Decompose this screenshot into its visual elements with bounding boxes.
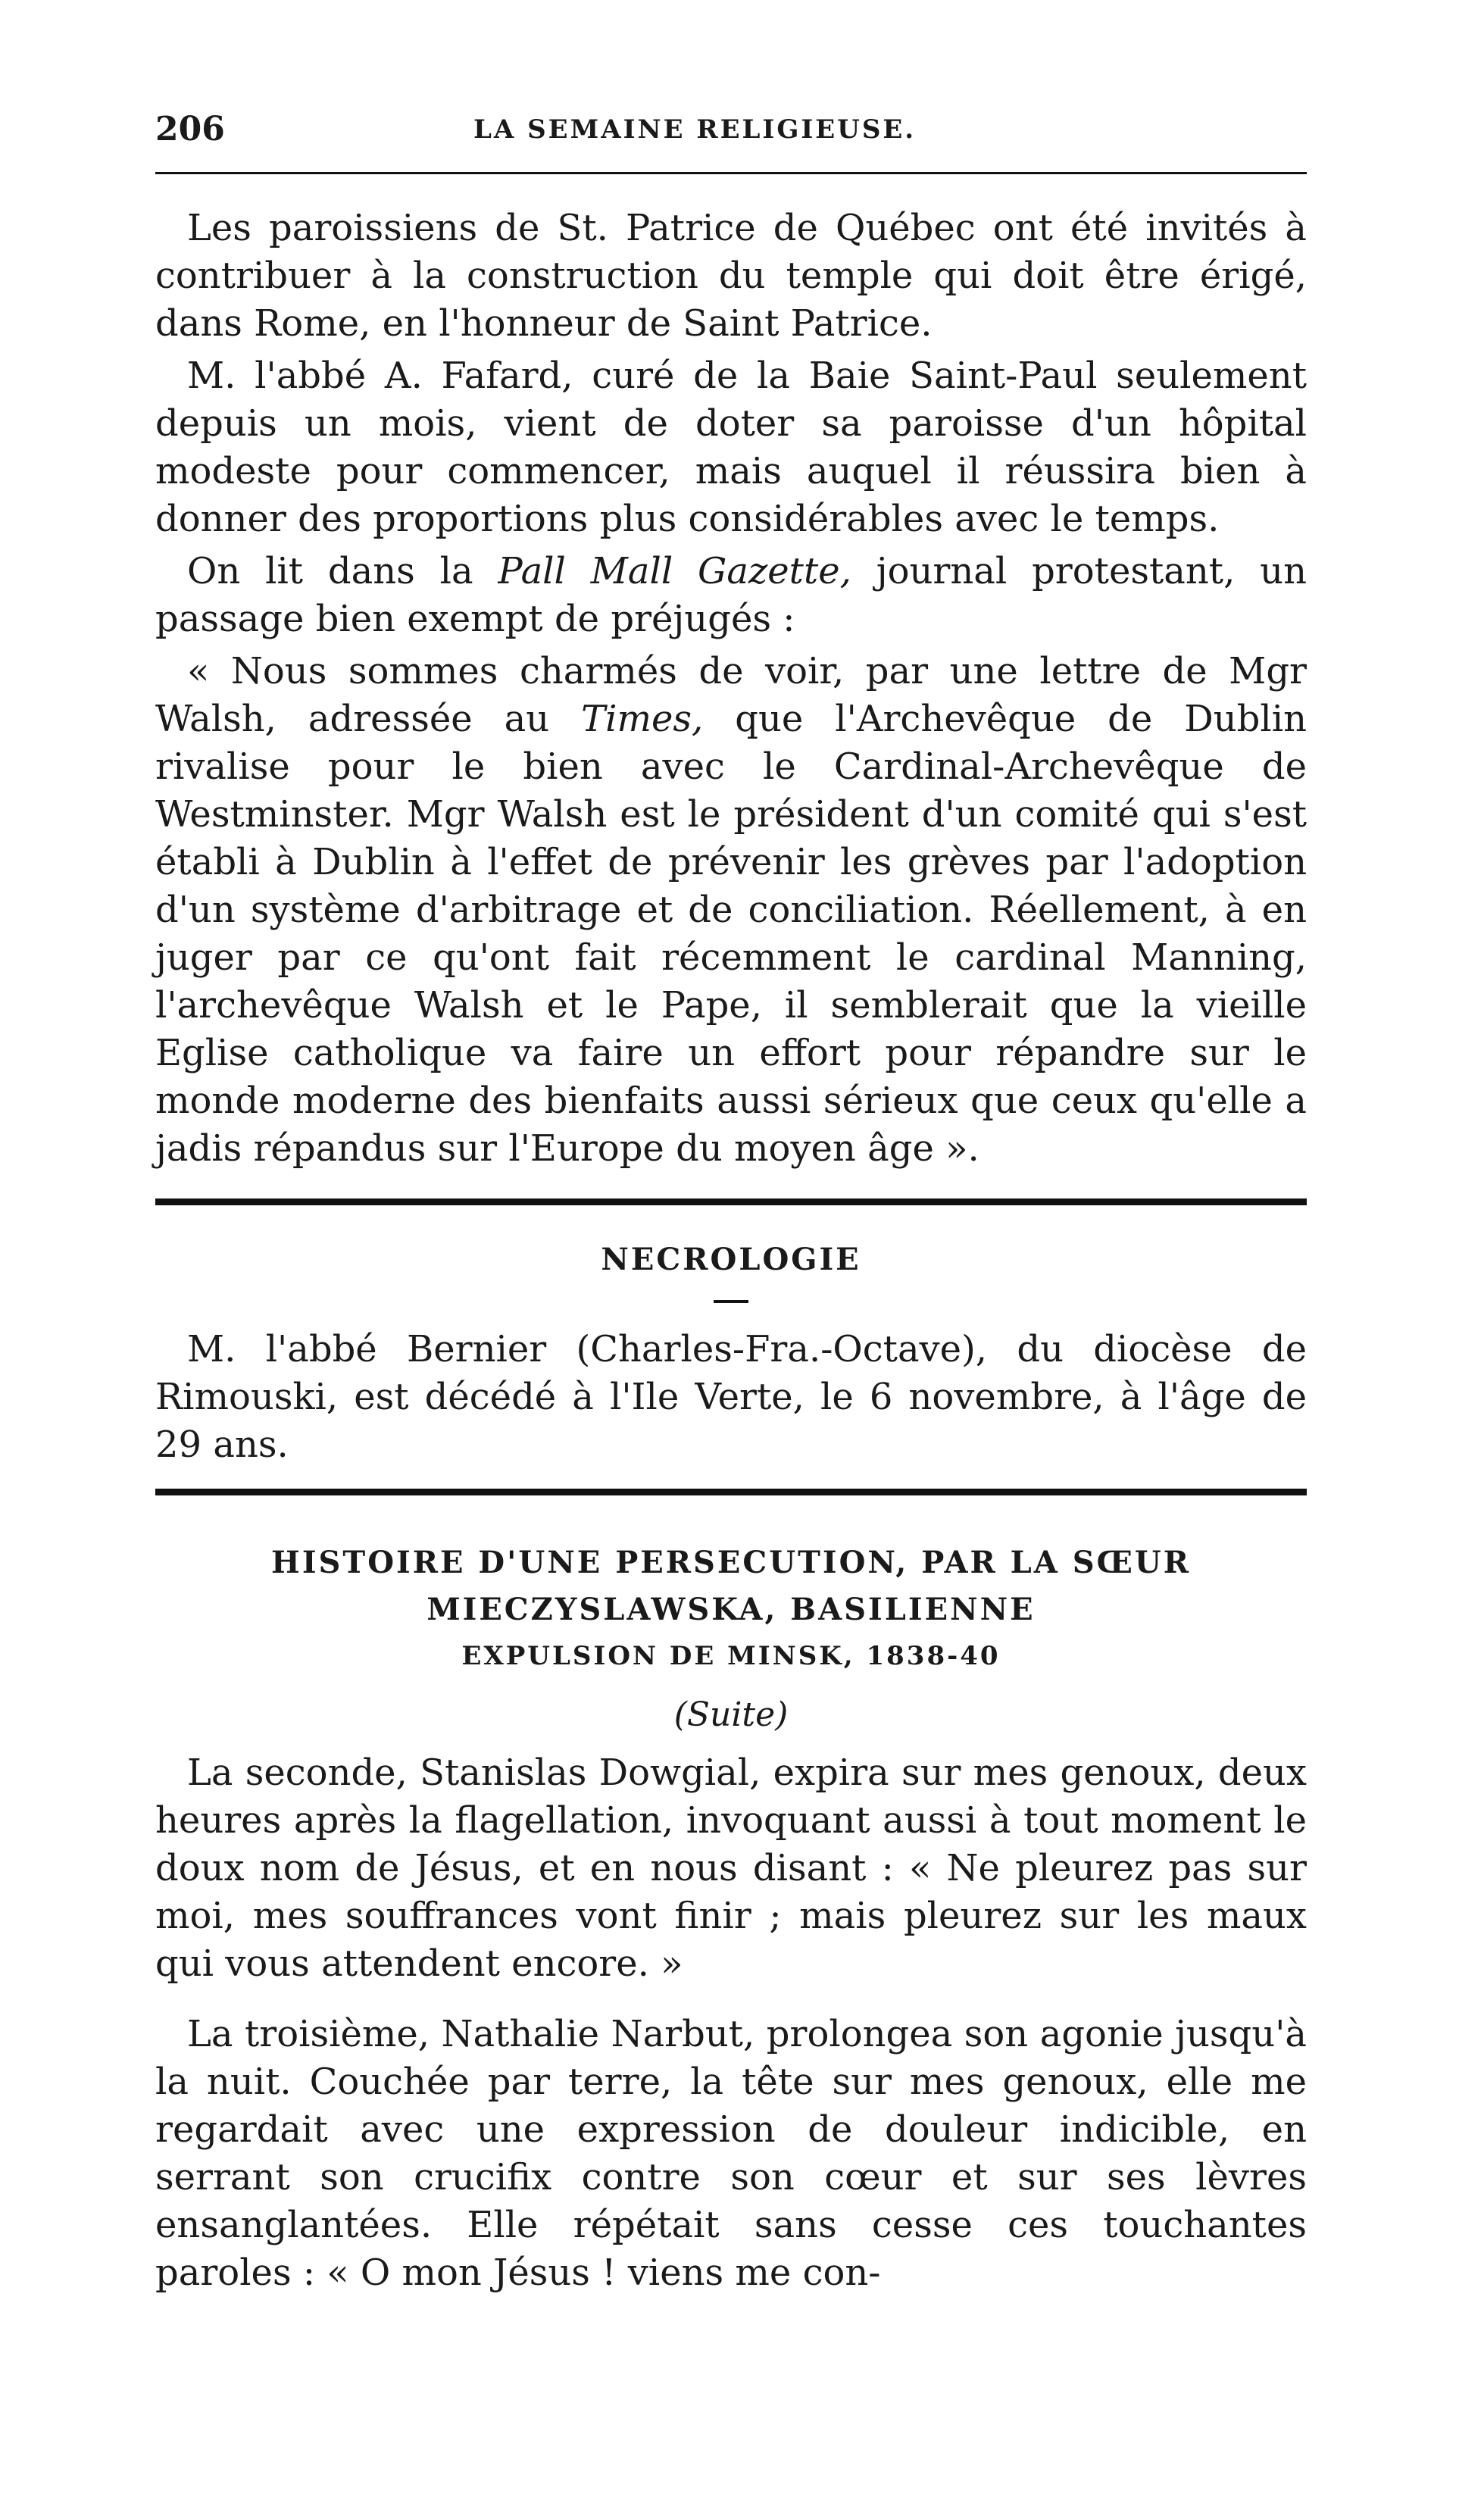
news-section (155, 205, 1307, 1173)
document-page (155, 102, 1307, 2297)
paragraph-nathalie: La troisième, Nathalie Narbut, prolongea son agonie jusqu'à la nuit. Couchée par terre, la tête sur mes genoux, elle me regardait avec une expression de douleur indicible, en serrant son crucifix contre son cœur et sur ses lèvres ensanglantées. Elle répétait sans cesse ces touchantes paroles : « O mon Jésus ! viens me con- (155, 2013, 1307, 2294)
running-title: LA SEMAINE RELIGIEUSE. (473, 114, 917, 145)
necrologie-text: M. l'abbé Bernier (Charles-Fra.-Octave), du diocèse de Rimouski, est décédé à l'Ile Verte, le 6 novembre, à l'âge de 29 ans. (155, 1328, 1307, 1466)
newspaper-title: Pall Mall Gazette, (498, 550, 851, 592)
paragraph-fafard: M. l'abbé A. Fafard, curé de la Baie Saint-Paul seulement depuis un mois, vient de doter sa paroisse d'un hôpital modeste pour commencer, mais auquel il réussira bien à donner des proportions plus considérables avec le temps. (155, 355, 1307, 540)
short-dash (714, 1300, 748, 1303)
suite-label: (Suite) (673, 1695, 789, 1734)
text: journal protestant, un passage bien exempt de préjugés : (155, 550, 1307, 640)
text: On lit dans la (187, 550, 498, 592)
header-rule (155, 172, 1307, 174)
page-number: 206 (155, 110, 225, 148)
text: que l'Archevêque de Dublin rivalise pour le bien avec le Cardinal-Archevêque de Westminster. Mgr Walsh est le président d'un comité qui s'est établi à Dublin à l'effet de prévenir les grèves par l'adoption d'un système d'arbitrage et de conciliation. Réellement, à en juger par ce qu'ont fait récemment le cardinal Manning, l'archevêque Walsh et le Pape, il semblerait que la vieille Eglise catholique va faire un effort pour répandre sur le monde moderne des bienfaits aussi sérieux que ceux qu'elle a jadis répandus sur l'Europe du moyen âge ». (155, 698, 1307, 1170)
section-divider (155, 1489, 1307, 1495)
paragraph-stanislas: La seconde, Stanislas Dowgial, expira sur mes genoux, deux heures après la flagellation, invoquant aussi à tout moment le doux nom de Jésus, et en nous disant : « Ne pleurez pas sur moi, mes souffrances vont finir ; mais pleurez sur les maux qui vous attendent encore. » (155, 1752, 1307, 1985)
necrologie-heading: NECROLOGIE (601, 1242, 861, 1277)
histoire-heading-line1: HISTOIRE D'UNE PERSECUTION, PAR LA SŒUR (271, 1545, 1191, 1580)
text: « Nous sommes charmés de voir, par une lettre de Mgr Walsh, adressée au (155, 650, 1307, 740)
section-divider (155, 1198, 1307, 1205)
histoire-heading-line2: MIECZYSLAWSKA, BASILIENNE (426, 1592, 1036, 1627)
histoire-body (155, 1749, 1307, 2297)
paragraph-patrice: Les paroissiens de St. Patrice de Québec ont été invités à contribuer à la construction du temple qui doit être érigé, dans Rome, en l'honneur de Saint Patrice. (155, 207, 1307, 345)
page-header (155, 102, 1307, 155)
histoire-heading-line3: EXPULSION DE MINSK, 1838-40 (461, 1641, 1001, 1671)
paragraph-quotation (155, 648, 1307, 1173)
paragraph-pall-mall (155, 548, 1307, 643)
newspaper-title: Times, (581, 698, 704, 740)
